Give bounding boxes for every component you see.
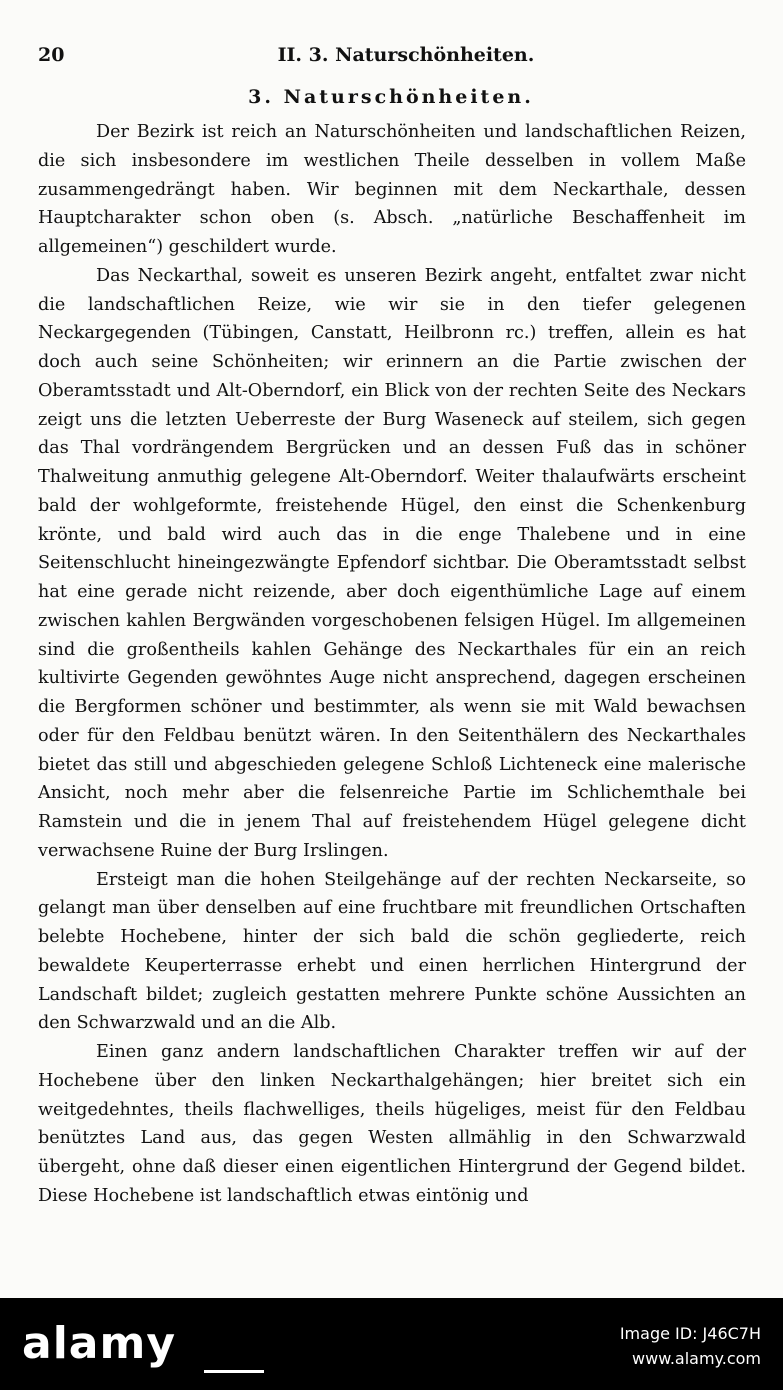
body-text [38, 118, 746, 1211]
logo-underline [204, 1370, 264, 1373]
paragraph-3: Ersteigt man die hohen Steilgehänge auf der rechten Neckarseite, so gelangt man über denselben auf eine fruchtbare mit freundlichen Ortschaften belebte Hochebene, hinter der sich bald die schön gegliederte, reich bewaldete Keuperterrasse erhebt und einen herrlichen Hintergrund der Landschaft bildet; zugleich gestatten mehrere Punkte schöne Aussichten an den Schwarzwald und an die Alb. [38, 869, 746, 1034]
page-header [38, 40, 744, 72]
alamy-logo: alamy [22, 1318, 176, 1369]
page-number: 20 [38, 44, 65, 66]
section-heading: 3. Naturschönheiten. [248, 86, 534, 108]
paragraph-4: Einen ganz andern landschaftlichen Charakter treffen wir auf der Hochebene über den linken Neckarthalgehängen; hier breitet sich ein weitgedehntes, theils flachwelliges, theils hügeliges, meist für den Feldbau benütztes Land aus, das gegen Westen allmählig in den Schwarzwald übergeht, ohne daß dieser einen eigentlichen Hintergrund der Gegend bildet. Diese Hochebene ist landschaftlich etwas eintönig und [38, 1042, 746, 1206]
paragraph-2: Das Neckarthal, soweit es unseren Bezirk angeht, entfaltet zwar nicht die landschaftlichen Reize, wie wir sie in den tiefer gelegenen Neckargegenden (Tübingen, Canstatt, Heilbronn rc.) treffen, allein es hat doch auch seine Schönheiten; wir erinnern an die Partie zwischen der Oberamtsstadt und Alt-Oberndorf, ein Blick von der rechten Seite des Neckars zeigt uns die letzten Ueberreste der Burg Waseneck auf steilem, sich gegen das Thal vordrängendem Bergrücken und an dessen Fuß das in schöner Thalweitung anmuthig gelegene Alt-Oberndorf. Weiter thalaufwärts erscheint bald der wohlgeformte, freistehende Hügel, den einst die Schenkenburg krönte, und bald wird auch das in die enge Thalebene und in eine Seitenschlucht hineingezwängte Epfendorf sichtbar. Die Oberamtsstadt selbst hat eine gerade nicht reizende, aber doch eigenthümliche Lage auf einem zwischen kahlen Bergwänden vorgeschobenen felsigen Hügel. Im allgemeinen sind die großentheils kahlen Gehänge des Neckarthales für ein an reich kultivirte Gegenden gewöhntes Auge nicht ansprechend, dagegen erscheinen die Bergformen schöner und bestimmter, als wenn sie mit Wald bewachsen oder für den Feldbau benützt wären. In den Seitenthälern des Neckarthales bietet das still und abgeschieden gelegene Schloß Lichteneck eine malerische Ansicht, noch mehr aber die felsenreiche Partie im Schlichemthale bei Ramstein und die in jenem Thal auf freistehendem Hügel gelegene dicht verwachsene Ruine der Burg Irslingen. [38, 265, 746, 861]
image-id: Image ID: J46C7H [619, 1324, 761, 1343]
paragraph-1: Der Bezirk ist reich an Naturschönheiten und landschaftlichen Reizen, die sich insbesondere im westlichen Theile desselben in vollem Maße zusammengedrängt haben. Wir beginnen mit dem Neckarthale, dessen Hauptcharakter schon oben (s. Absch. „natürliche Beschaffenheit im allgemeinen“) geschildert wurde. [38, 122, 746, 257]
site-url: www.alamy.com [632, 1349, 761, 1368]
running-head: II. 3. Naturschönheiten. [277, 44, 535, 66]
stock-meta [620, 1321, 761, 1371]
stock-watermark-band [0, 1298, 783, 1390]
